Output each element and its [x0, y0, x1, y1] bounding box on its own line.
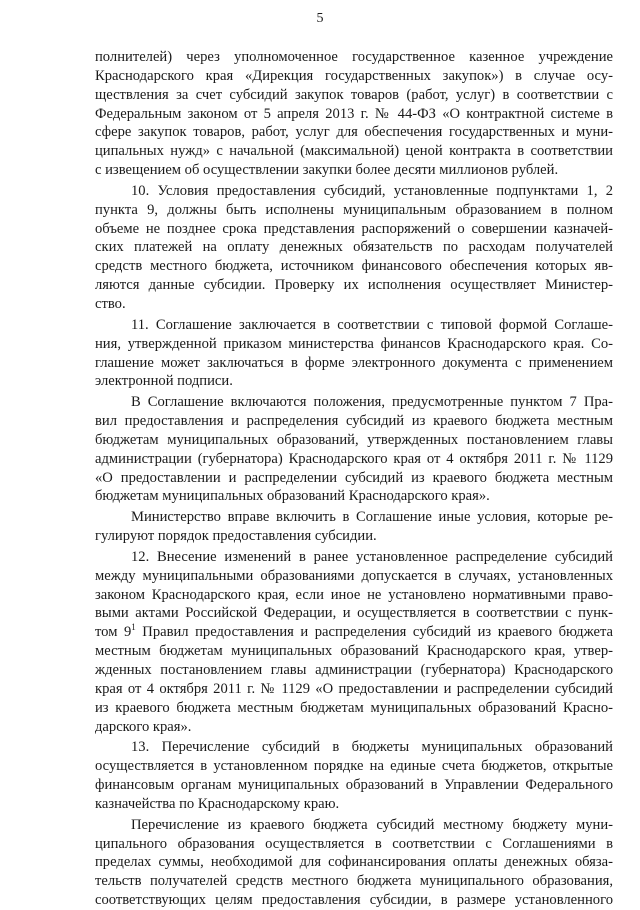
text-segment: В Соглашение включаются положения, предусмотренные пунктом 7 Пра- — [131, 394, 613, 411]
text-segment: соответствующих целям предоставления субсидии, в размере установленного — [95, 892, 613, 909]
text-line — [95, 567, 613, 586]
text-segment: 11. Соглашение заключается в соответствии с типовой формой Соглаше- — [131, 316, 613, 333]
paragraph — [95, 316, 613, 391]
text-segment: Перечисление из краевого бюджета субсидий местному бюджету муни- — [131, 816, 613, 833]
text-segment: бюджетам муниципальных образований, утвержденных постановлением главы — [95, 431, 613, 448]
text-segment: том 9 — [95, 624, 132, 641]
text-line — [95, 295, 613, 314]
text-line — [95, 835, 613, 854]
superscript: 1 — [131, 623, 136, 633]
paragraph — [95, 48, 613, 180]
text-line — [95, 161, 613, 180]
text-segment: ципального образования осуществляется в соответствии с Соглашениями в — [95, 835, 613, 852]
text-line — [95, 699, 613, 718]
text-segment: выми актами Российской Федерации, и осуществляется в соответствии с пунк- — [95, 605, 613, 622]
text-line — [95, 257, 613, 276]
text-line — [95, 123, 613, 142]
text-line — [95, 891, 613, 910]
text-segment: осуществляется в установленном порядке на единые счета бюджетов, открытые — [95, 758, 613, 775]
text-segment: 13. Перечисление субсидий в бюджеты муниципальных образований — [131, 739, 613, 756]
text-line — [95, 276, 613, 295]
text-segment: пункта 9, должны быть исполнены муниципальным образованием в полном — [95, 201, 613, 218]
text-segment: вил предоставления и распределения субсидий из краевого бюджета местным — [95, 413, 613, 430]
page-number: 5 — [316, 11, 324, 26]
text-segment: глашение может заключаться в форме электронного документа с применением — [95, 354, 613, 371]
text-segment: Краснодарского края «Дирекция государственных закупок») в случае осу- — [95, 67, 613, 84]
text-line — [95, 872, 613, 891]
text-segment: ских платежей на оплату денежных обязательств по расходам получателей — [95, 239, 613, 256]
text-segment: пределах суммы, необходимой для софинансирования оплаты денежных обяза- — [95, 854, 613, 871]
text-segment: с извещением об осуществлении закупки более десяти миллионов рублей. — [95, 162, 559, 179]
text-segment: ществления за счет субсидий закупок товаров (работ, услуг) в соответствии с — [95, 86, 613, 103]
text-segment: ство. — [95, 295, 126, 312]
text-line — [95, 86, 613, 105]
text-line — [95, 776, 613, 795]
text-line — [95, 220, 613, 239]
text-segment: объеме не позднее срока представления распоряжений о совершении казначей- — [95, 220, 613, 237]
text-line — [95, 642, 613, 661]
text-segment: «О предоставлении и распределении субсидий из краевого бюджета местным — [95, 469, 613, 486]
paragraph — [95, 508, 613, 546]
text-line — [95, 487, 613, 506]
text-line — [95, 238, 613, 257]
text-line — [95, 623, 613, 642]
text-line — [95, 412, 613, 431]
text-segment: ципальных нужд» с начальной (максимальной) ценой контракта в соответствии — [95, 143, 613, 160]
text-line — [95, 718, 613, 737]
document-body — [95, 48, 613, 910]
text-line — [95, 680, 613, 699]
text-line — [95, 757, 613, 776]
text-line — [95, 527, 613, 546]
text-segment: ния, утвержденной приказом министерства финансов Краснодарского края. Со- — [95, 335, 613, 352]
text-segment: 12. Внесение изменений в ранее установленное распределение субсидий — [131, 548, 613, 565]
paragraph — [95, 393, 613, 506]
text-line — [95, 586, 613, 605]
text-segment: средств местного бюджета, источником финансового обеспечения которых яв- — [95, 258, 613, 275]
text-segment: Федеральным законом от 5 апреля 2013 г. № 44-ФЗ «О контрактной системе в — [95, 105, 613, 122]
text-segment: Министерство вправе включить в Соглашение иные условия, которые ре- — [131, 509, 613, 526]
text-line — [95, 48, 613, 67]
paragraph — [95, 816, 613, 910]
text-line — [95, 372, 613, 391]
text-line — [95, 469, 613, 488]
text-line — [95, 393, 613, 412]
text-line — [95, 548, 613, 567]
text-segment: между муниципальными образованиями допускается в случаях, установленных — [95, 567, 613, 584]
text-line — [95, 738, 613, 757]
text-segment: дарского края». — [95, 718, 192, 735]
text-line — [95, 142, 613, 161]
text-line — [95, 450, 613, 469]
text-line — [95, 508, 613, 527]
paragraph — [95, 548, 613, 736]
text-segment: казначейства по Краснодарскому краю. — [95, 795, 340, 812]
text-segment: финансовым органам муниципальных образований в Управлении Федерального — [95, 777, 613, 794]
text-segment: жденных постановлением главы администрации (губернатора) Краснодарского — [95, 662, 613, 678]
text-segment: края от 4 октября 2011 г. № 1129 «О предоставлении и распределении субсидий — [95, 680, 613, 697]
text-segment: электронной подписи. — [95, 373, 233, 390]
text-line — [95, 354, 613, 373]
text-segment: местным бюджетам муниципальных образований Краснодарского края, утвер- — [95, 643, 613, 660]
text-line — [95, 853, 613, 872]
text-line — [95, 316, 613, 335]
text-line — [95, 67, 613, 86]
text-line — [95, 795, 613, 814]
text-segment: законом Краснодарского края, если иное не установлено нормативными право- — [95, 586, 613, 603]
text-segment: администрации (губернатора) Краснодарского края от 4 октября 2011 г. № 1129 — [95, 450, 613, 467]
paragraph — [95, 738, 613, 813]
text-segment: гулируют порядок предоставления субсидии. — [95, 528, 377, 545]
text-segment: полнителей) через уполномоченное государственное казенное учреждение — [95, 49, 613, 65]
text-segment: Правил предоставления и распределения субсидий из краевого бюджета — [135, 624, 613, 641]
text-line — [95, 105, 613, 124]
text-segment: бюджетам муниципальных образований Краснодарского края». — [95, 488, 490, 505]
text-segment: тельств получателей средств местного бюджета муниципального образования, — [95, 873, 613, 890]
text-line — [95, 816, 613, 835]
text-line — [95, 335, 613, 354]
text-segment: из краевого бюджета местным бюджетам муниципальных образований Красно- — [95, 699, 613, 716]
text-segment: сфере закупок товаров, работ, услуг для обеспечения государственных и муни- — [95, 124, 613, 141]
text-segment: ляются данные субсидии. Проверку их исполнения осуществляет Министер- — [95, 277, 613, 294]
text-line — [95, 661, 613, 680]
text-line — [95, 604, 613, 623]
text-segment: 10. Условия предоставления субсидий, установленные подпунктами 1, 2 — [131, 182, 613, 199]
text-line — [95, 431, 613, 450]
text-line — [95, 182, 613, 201]
text-line — [95, 201, 613, 220]
paragraph — [95, 182, 613, 314]
